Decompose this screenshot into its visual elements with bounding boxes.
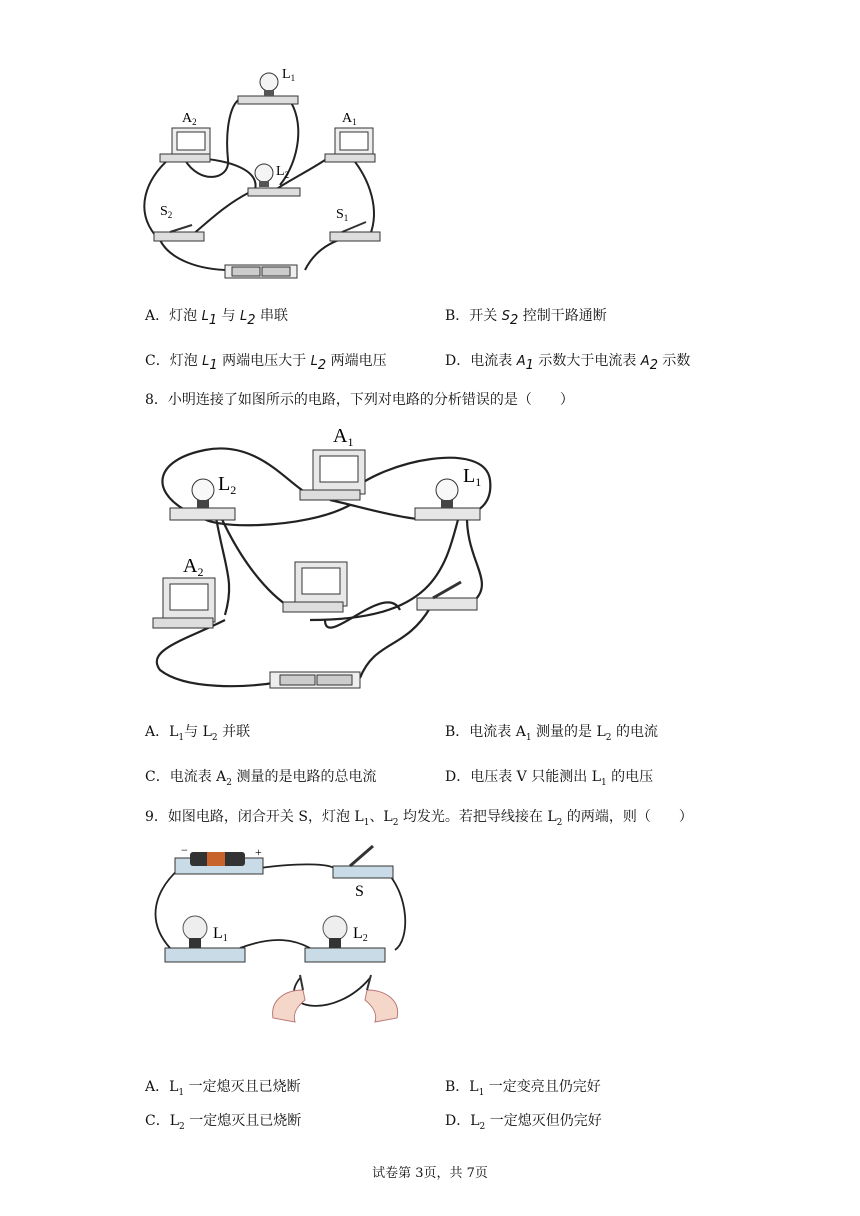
label-S2: $S_2$ xyxy=(160,204,173,220)
q9-option-a[interactable]: A．$L_1$ 一定熄灭且已烧断 xyxy=(145,1079,301,1098)
q8-label-L2: $L_2$ xyxy=(218,473,237,497)
q9-label-S: S xyxy=(355,883,364,900)
label-A1: $A_1$ xyxy=(342,111,357,127)
label-L1: $L_1$ xyxy=(282,67,296,83)
q9-circuit-figure xyxy=(145,840,415,1030)
q9-label-L1: L1 xyxy=(213,925,228,944)
label-L2: $L_2$ xyxy=(276,164,290,180)
q9-option-c[interactable]: C．$L_2$ 一定熄灭且已烧断 xyxy=(145,1113,302,1132)
q9-stem: 9．如图电路，闭合开关 S，灯泡 $L_1$、$L_2$ 均发光。若把导线接在 $L_2$ 的两端，则（ ） xyxy=(145,809,693,828)
q9-option-b[interactable]: B．$L_1$ 一定变亮且仍完好 xyxy=(445,1079,601,1098)
svg-text:−: − xyxy=(181,843,188,857)
q8-option-b[interactable]: B．电流表 $A_1$ 测量的是 $L_2$ 的电流 xyxy=(445,724,658,743)
q8-option-d[interactable]: D．电压表 V 只能测出 $L_1$ 的电压 xyxy=(445,769,654,788)
q7-option-d[interactable]: D．电流表 $A_1$ 示数大于电流表 $A_2$ 示数 xyxy=(445,353,691,373)
q7-circuit-figure xyxy=(130,60,390,290)
q8-option-c[interactable]: C．电流表 $A_2$ 测量的是电路的总电流 xyxy=(145,769,377,788)
q8-circuit-figure xyxy=(145,420,505,700)
label-A2: $A_2$ xyxy=(182,111,197,127)
q8-label-A1: $A_1$ xyxy=(333,425,354,449)
q7-option-b[interactable]: B．开关 $S_2$ 控制干路通断 xyxy=(445,308,607,328)
q9-option-d[interactable]: D．$L_2$ 一定熄灭但仍完好 xyxy=(445,1113,602,1132)
q8-label-A2: $A_2$ xyxy=(183,555,204,579)
label-S1: $S_1$ xyxy=(336,207,349,223)
svg-text:+: + xyxy=(255,845,262,859)
page-footer: 试卷第 3页，共 7页 xyxy=(372,1166,488,1181)
q8-option-a[interactable]: A．$L_1$与 $L_2$ 并联 xyxy=(145,724,251,743)
q7-option-c[interactable]: C．灯泡 $L_1$ 两端电压大于 $L_2$ 两端电压 xyxy=(145,353,387,373)
q8-label-L1: $L_1$ xyxy=(463,465,482,489)
q9-label-L2: L2 xyxy=(353,925,368,944)
q8-stem: 8．小明连接了如图所示的电路，下列对电路的分析错误的是（ ） xyxy=(145,392,574,408)
q7-option-a[interactable]: A．灯泡 $L_1$ 与 $L_2$ 串联 xyxy=(145,308,288,328)
